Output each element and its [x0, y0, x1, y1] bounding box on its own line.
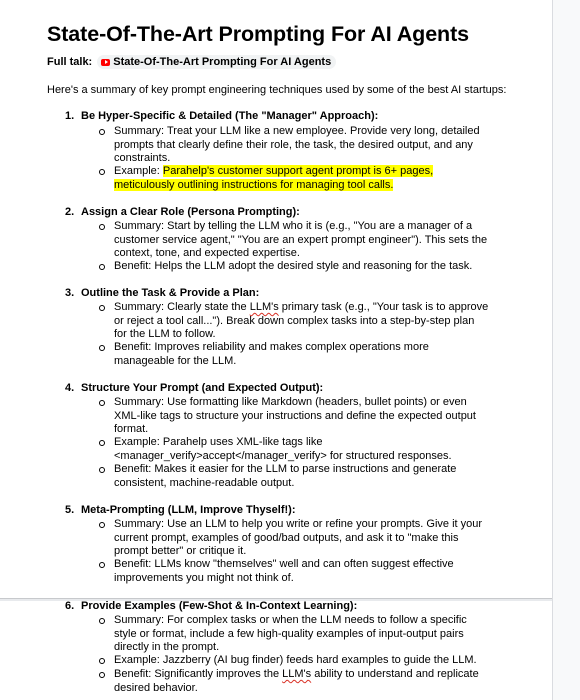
list-item: Example: Parahelp's customer support agent prompt is 6+ pages, meticulously outlining instructions for managing tool calls. — [114, 165, 489, 192]
youtube-icon — [101, 59, 110, 66]
highlighted-text: Parahelp's customer support agent prompt is 6+ pages, meticulously outlining instructions for managing tool calls. — [114, 165, 434, 191]
document-page-2 — [0, 601, 552, 700]
section-4-heading: 4. Structure Your Prompt (and Expected Output): — [65, 382, 324, 394]
section-3-heading: 3. Outline the Task & Provide a Plan: — [65, 287, 260, 299]
list-item: Summary: Use an LLM to help you write or refine your prompts. Give it your current prompt, examples of good/bad outputs, and ask it to "make this prompt better" or critique it. — [114, 518, 489, 559]
list-item: Benefit: LLMs know "themselves" well and can often suggest effective improvements you might not think of. — [114, 558, 489, 585]
list-item: Summary: For complex tasks or when the LLM needs to follow a specific style or format, include a few high-quality examples of input-output pairs directly in the prompt. — [114, 614, 489, 655]
youtube-link-chip[interactable] — [97, 55, 336, 69]
list-item: Benefit: Improves reliability and makes complex operations more manageable for the LLM. — [114, 341, 489, 368]
section-5-heading: 5. Meta-Prompting (LLM, Improve Thyself!): — [65, 504, 296, 516]
list-item: Example: Jazzberry (AI bug finder) feeds hard examples to guide the LLM. — [114, 654, 489, 668]
spellcheck-word[interactable]: LLM's — [249, 301, 279, 313]
list-item: Summary: Clearly state the LLM's primary task (e.g., "Your task is to approve or reject a tool call..."). Break down complex tasks into a step-by-step plan for the LLM to follow. — [114, 301, 489, 340]
list-item: Benefit: Makes it easier for the LLM to parse instructions and generate consistent, machine-readable output. — [114, 463, 489, 490]
youtube-link-text: State-Of-The-Art Prompting For AI Agents — [113, 56, 332, 68]
list-item: Benefit: Significantly improves the LLM's ability to understand and replicate desired behavior. — [114, 668, 489, 695]
page-edge — [552, 0, 553, 700]
intro-paragraph: Here's a summary of key prompt engineering techniques used by some of the best AI startups: — [47, 84, 507, 96]
list-item: Example: Parahelp uses XML-like tags like <manager_verify>accept</manager_verify> for structured responses. — [114, 436, 489, 463]
list-item: Summary: Use formatting like Markdown (headers, bullet points) or even XML-like tags to structure your instructions and define the expected output format. — [114, 396, 489, 437]
list-item: Summary: Start by telling the LLM who it is (e.g., "You are a manager of a customer service agent," "You are an expert prompt engineer"). This sets the context, tone, and expected expertise. — [114, 220, 488, 259]
document-title: State-Of-The-Art Prompting For AI Agents — [47, 22, 470, 46]
list-item: Summary: Treat your LLM like a new employee. Provide very long, detailed prompts that clearly define their role, the task, the desired output, and any constraints. — [114, 125, 489, 166]
section-1-heading: 1. Be Hyper-Specific & Detailed (The "Manager" Approach): — [65, 110, 379, 122]
section-2-heading: 2. Assign a Clear Role (Persona Prompting): — [65, 206, 300, 218]
spellcheck-word[interactable]: LLM's — [282, 668, 312, 680]
section-6-heading: 6. Provide Examples (Few-Shot & In-Context Learning): — [65, 601, 358, 612]
full-talk-line — [47, 55, 336, 69]
list-item: Benefit: Helps the LLM adopt the desired style and reasoning for the task. — [114, 260, 489, 274]
full-talk-label: Full talk: — [47, 56, 93, 68]
